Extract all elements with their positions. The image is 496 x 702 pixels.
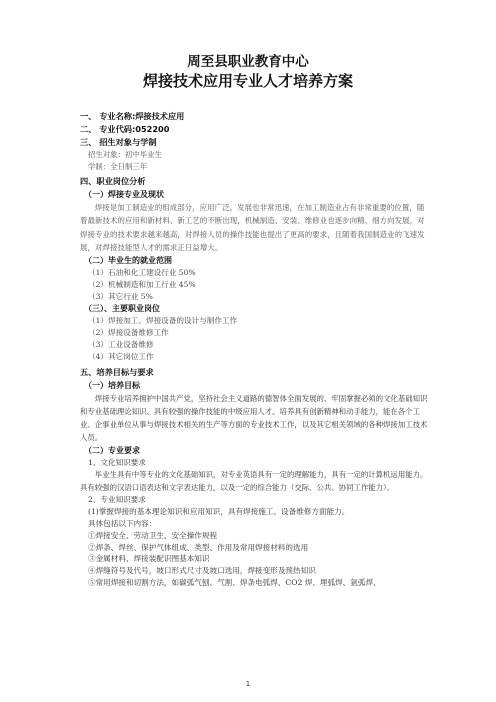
employment-item: （2）机械制造和加工行业 45% [88, 279, 196, 289]
position-item: （2）焊接设备维修工作 [88, 328, 169, 338]
position-item: （3）工业设备维修 [88, 339, 154, 349]
position-item: （1）焊接加工、焊接设备的设计与制作工作 [88, 316, 238, 326]
requirement-list-item: ⑤常用焊接和切割方法，如碳弧气刨、气割、焊条电弧焊、CO2 焊、埋弧焊、氩弧焊、 [88, 577, 381, 587]
section-heading-goals: 五、培养目标与要求 [80, 366, 154, 377]
requirement-list-item: ②焊条、焊丝、保护气体组成、类型、作用及常用焊接材料的选用 [88, 542, 309, 552]
section-heading-code: 二、 专业代码:052200 [80, 124, 170, 134]
requirement-list-item: ③金属材料、焊接装配识图基本知识 [88, 554, 210, 564]
enrollment-target: 招生对象：初中毕业生 [88, 150, 162, 159]
requirement-heading-professional: 2、专业知识要求 [88, 495, 146, 505]
subsection-heading-employment: （二）毕业生的就业范围 [84, 256, 172, 265]
paragraph-status: 焊接是加工制造业的组成部分，应用广泛，发展也非常迅速，在加工制造业占有非常重要的位置，随着最新技术的应用和新材料、新工艺的不断出现，机械制造、安装、维修业也逐步向精、细方向发展，对焊接专业的技术要求越来越高，对焊接人员的操作技能也提出了更高的要求，且随着我国制造业的飞速发展，对焊接技能型人才的需求正日益增大。 [80, 203, 425, 252]
requirement-heading-culture: 1、文化知识要求 [88, 457, 146, 467]
document-title: 焊接技术应用专业人才培养方案 [142, 72, 353, 90]
document-title-org: 周至县职业教育中心 [187, 54, 309, 70]
section-heading-enrollment: 三、 招生对象与学制 [80, 137, 157, 147]
requirement-line: (1)掌握焊接的基本理论知识和应用知识，具有焊接施工、设备维修方面能力。 [88, 507, 350, 517]
requirement-line: 具体包括以下内容： [88, 518, 157, 528]
subsection-heading-positions: （三）、主要职业岗位 [84, 304, 160, 314]
requirement-list-item: ①焊接安全、劳动卫生、安全操作规程 [88, 530, 218, 540]
enrollment-duration: 学制：全日制三年 [88, 161, 148, 171]
page-number: 1 [245, 680, 251, 688]
subsection-heading-requirements: （二）专业要求 [84, 445, 140, 455]
paragraph-culture: 毕业生具有中等专业的文化基础知识，对专业英语具有一定的理解能力，具有一定的计算机运用能力。具有较强的汉语口语表达和文字表达能力，以及一定的综合能力（交际、公共、协同工作能力）。 [80, 470, 428, 493]
employment-item: （3）其它行业 5% [88, 291, 153, 301]
employment-item: （1）石油和化工建设行业 50% [88, 268, 196, 277]
section-heading-jobs: 四、职业岗位分析 [80, 176, 146, 187]
requirement-list-item: ④焊缝符号及代号，坡口形式尺寸及坡口选用，焊接变形及预热知识 [88, 566, 316, 576]
document-body [80, 110, 430, 589]
paragraph-goal: 焊接专业培养拥护中国共产党，坚持社会主义道路的德智体全面发展的、牢固掌握必须的文化基础知识和专业基础理论知识、具有较强的操作技能的中级应用人才。培养具有创新精神和动手能力，能在各个工业、企事业单位从事与焊接技术相关的生产等方面的专业技术工作，以及其它相关领域的各种焊接加工技术人员。 [80, 393, 428, 442]
position-item: （4）其它岗位工作 [88, 351, 154, 361]
subsection-heading-status: （一）焊接专业及现状 [84, 190, 164, 200]
subsection-heading-goal: （一）培养目标 [84, 380, 140, 390]
section-heading-name: 一、 专业名称:焊接技术应用 [80, 111, 185, 121]
